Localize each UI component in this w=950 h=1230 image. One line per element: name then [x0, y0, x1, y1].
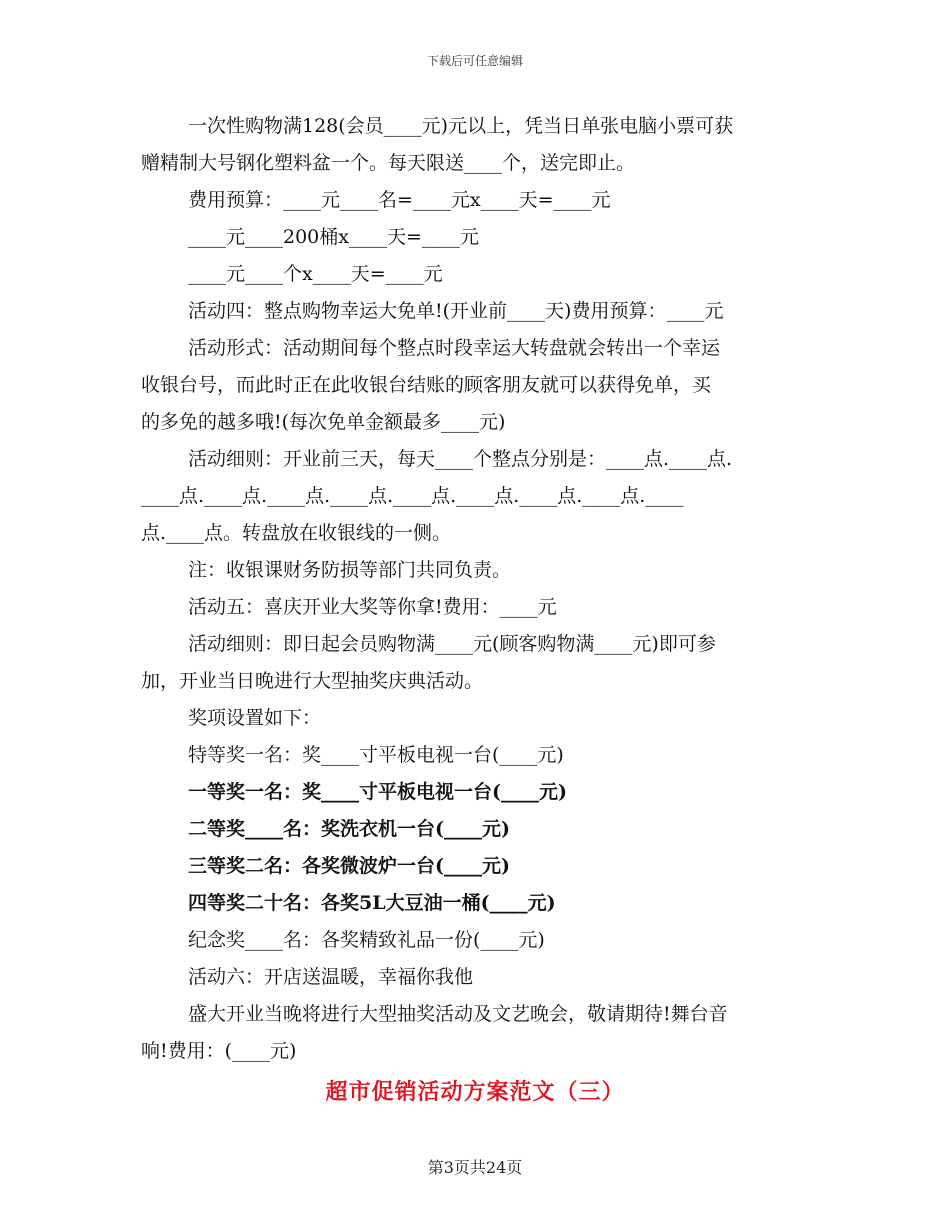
prize-intro: 奖项设置如下：: [188, 707, 322, 729]
section-heading: 超市促销活动方案范文（三）: [325, 1079, 625, 1105]
paragraph-line: 加，开业当日晚进行大型抽奖庆典活动。: [141, 670, 484, 692]
activity-6-title: 活动六：开店送温暖，幸福你我他: [188, 966, 474, 988]
budget-line: 费用预算：____元____名=____元x____天=____元: [188, 189, 611, 211]
prize-special: 特等奖一名：奖____寸平板电视一台(____元): [188, 744, 564, 766]
note-line: 注：收银课财务防损等部门共同负责。: [188, 559, 512, 581]
prize-third: 三等奖二名：各奖微波炉一台(____元): [188, 855, 510, 877]
prize-fourth: 四等奖二十名：各奖5L大豆油一桶(____元): [188, 892, 556, 914]
prize-first: 一等奖一名：奖____寸平板电视一台(____元): [188, 781, 567, 803]
budget-line: ____元____200桶x____天=____元: [188, 226, 479, 248]
budget-line: ____元____个x____天=____元: [188, 263, 443, 285]
document-body: [141, 108, 809, 1070]
page-header: 下载后可任意编辑: [426, 54, 523, 68]
activity-4-title: 活动四：整点购物幸运大免单!(开业前____天)费用预算：____元: [188, 300, 724, 322]
paragraph-line: 盛大开业当晚将进行大型抽奖活动及文艺晚会，敬请期待!舞台音: [188, 1003, 728, 1025]
paragraph-line: 活动形式：活动期间每个整点时段幸运大转盘就会转出一个幸运: [188, 337, 721, 359]
paragraph-line: 活动细则：即日起会员购物满____元(顾客购物满____元)即可参: [188, 633, 716, 655]
paragraph-line: 赠精制大号钢化塑料盆一个。每天限送____个，送完即止。: [141, 152, 636, 174]
activity-5-title: 活动五：喜庆开业大奖等你拿!费用：____元: [188, 596, 557, 618]
page-number: 第3页共24页: [427, 1158, 523, 1177]
paragraph-line: 点.____点。转盘放在收银线的一侧。: [141, 522, 452, 544]
paragraph-line: 响!费用：(____元): [141, 1040, 297, 1062]
paragraph-line: 收银台号，而此时正在此收银台结账的顾客朋友就可以获得免单，买: [141, 374, 712, 396]
prize-second: 二等奖____名：奖洗衣机一台(____元): [188, 818, 510, 840]
prize-souvenir: 纪念奖____名：各奖精致礼品一份(____元): [188, 929, 545, 951]
paragraph-line: 的多免的越多哦!(每次免单金额最多____元): [141, 411, 506, 433]
paragraph-line: 一次性购物满128(会员____元)元以上，凭当日单张电脑小票可获: [188, 115, 734, 137]
paragraph-line: 活动细则：开业前三天，每天____个整点分别是：____点.____点.: [188, 448, 733, 470]
paragraph-line: ____点.____点.____点.____点.____点.____点.____点.____点.____: [141, 485, 684, 507]
